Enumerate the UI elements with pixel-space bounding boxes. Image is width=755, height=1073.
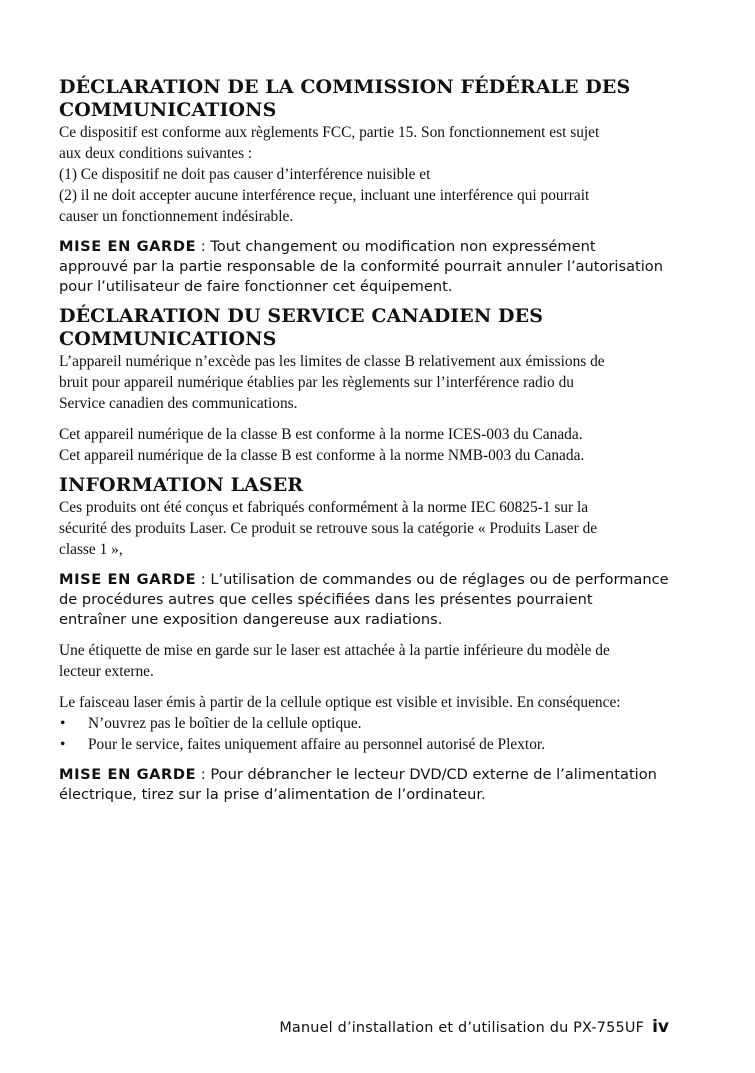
canada-para-2-line-1: Cet appareil numérique de la classe B est conforme à la norme ICES-003 du Canada.: [59, 426, 583, 443]
footer-title: Manuel d’installation et d’utilisation du PX-755UF: [279, 1020, 645, 1036]
laser-bullet-list: [59, 713, 671, 755]
fcc-heading: [59, 76, 671, 122]
canada-heading-line-2: COMMUNICATIONS: [59, 328, 277, 350]
fcc-warning-line-1: : Tout changement ou modification non expressément: [196, 238, 596, 255]
canada-heading-line-1: DÉCLARATION DU SERVICE CANADIEN DES: [59, 305, 544, 327]
canada-para-2-line-2: Cet appareil numérique de la classe B est conforme à la norme NMB-003 du Canada.: [59, 447, 585, 464]
laser-warning-2-line-2: électrique, tirez sur la prise d’alimentation de l’ordinateur.: [59, 786, 486, 803]
laser-para-2-line-2: lecteur externe.: [59, 663, 154, 680]
laser-para-2: [59, 640, 671, 682]
laser-section: [59, 474, 671, 805]
laser-para-1-line-2: sécurité des produits Laser. Ce produit se retrouve sous la catégorie « Produits Laser de: [59, 520, 598, 537]
canada-para-1-line-2: bruit pour appareil numérique établies par les règlements sur l’interférence radio du: [59, 374, 574, 391]
canada-para-1-line-1: L’appareil numérique n’excède pas les limites de classe B relativement aux émissions de: [59, 353, 605, 370]
fcc-heading-line-2: COMMUNICATIONS: [59, 99, 277, 121]
laser-warning-line-1: : L’utilisation de commandes ou de réglages ou de performance: [196, 571, 669, 588]
fcc-warning: [59, 237, 671, 297]
page-footer: [279, 1017, 669, 1037]
fcc-body-line-5: causer un fonctionnement indésirable.: [59, 208, 294, 225]
laser-para-1-line-3: classe 1 »,: [59, 541, 123, 558]
laser-para-1-line-1: Ces produits ont été conçus et fabriqués conformément à la norme IEC 60825-1 sur la: [59, 499, 589, 516]
bullet-text: Pour le service, faites uniquement affaire au personnel autorisé de Plextor.: [88, 736, 546, 753]
list-item: [59, 734, 671, 755]
laser-warning-label: MISE EN GARDE: [59, 571, 197, 588]
laser-para-1: [59, 497, 671, 560]
page-number: iv: [652, 1017, 669, 1037]
fcc-warning-line-3: pour l’utilisateur de faire fonctionner cet équipement.: [59, 278, 453, 295]
fcc-section: [59, 76, 671, 297]
bullet-icon: •: [60, 715, 66, 732]
fcc-body-line-2: aux deux conditions suivantes :: [59, 145, 253, 162]
laser-warning-line-2: de procédures autres que celles spécifiées dans les présentes pourraient: [59, 591, 593, 608]
fcc-warning-label: MISE EN GARDE: [59, 238, 197, 255]
document-page: [59, 76, 671, 805]
laser-para-2-line-1: Une étiquette de mise en garde sur le laser est attachée à la partie inférieure du modèle de: [59, 642, 610, 659]
fcc-body-line-1: Ce dispositif est conforme aux règlements FCC, partie 15. Son fonctionnement est sujet: [59, 124, 600, 141]
laser-para-3: [59, 692, 671, 713]
laser-warning-2: [59, 765, 671, 805]
laser-warning-line-3: entraîner une exposition dangereuse aux radiations.: [59, 611, 443, 628]
laser-para-3-line-1: Le faisceau laser émis à partir de la cellule optique est visible et invisible. En conséquence:: [59, 694, 621, 711]
canada-para-1-line-3: Service canadien des communications.: [59, 395, 298, 412]
canada-para-1: [59, 351, 671, 414]
list-item: [59, 713, 671, 734]
canada-section: [59, 305, 671, 466]
canada-heading: [59, 305, 671, 351]
fcc-body-line-3: (1) Ce dispositif ne doit pas causer d’interférence nuisible et: [59, 166, 431, 183]
fcc-body: [59, 122, 671, 227]
fcc-heading-line-1: DÉCLARATION DE LA COMMISSION FÉDÉRALE DES: [59, 76, 631, 98]
fcc-body-line-4: (2) il ne doit accepter aucune interférence reçue, incluant une interférence qui pourrait: [59, 187, 590, 204]
canada-para-2: [59, 424, 671, 466]
laser-warning-2-label: MISE EN GARDE: [59, 766, 197, 783]
fcc-warning-line-2: approuvé par la partie responsable de la conformité pourrait annuler l’autorisation: [59, 258, 663, 275]
laser-heading: INFORMATION LASER: [59, 474, 304, 496]
bullet-icon: •: [60, 736, 66, 753]
bullet-text: N’ouvrez pas le boîtier de la cellule optique.: [88, 715, 362, 732]
laser-warning-2-line-1: : Pour débrancher le lecteur DVD/CD externe de l’alimentation: [196, 766, 657, 783]
laser-warning: [59, 570, 671, 630]
